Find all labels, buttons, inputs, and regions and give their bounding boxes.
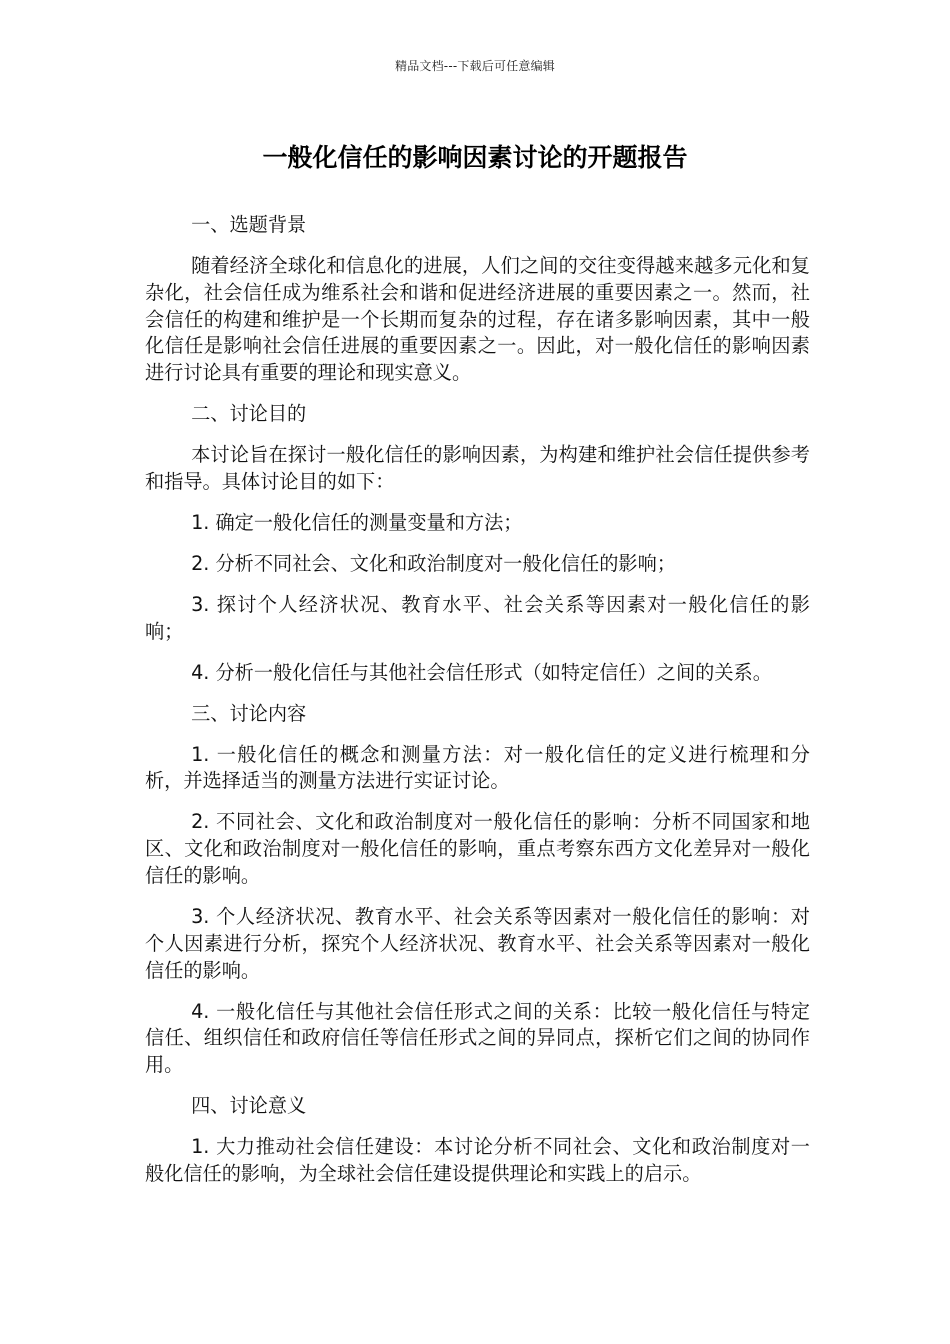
list-item-content-2: 2. 不同社会、文化和政治制度对一般化信任的影响：分析不同国家和地区、文化和政治制度对一般化信任的影响，重点考察东西方文化差异对一般化信任的影响。: [145, 810, 810, 888]
document-body: [145, 212, 810, 1202]
list-item-purpose-1: 1. 确定一般化信任的测量变量和方法；: [191, 510, 523, 534]
list-item-significance-1: 1. 大力推动社会信任建设：本讨论分析不同社会、文化和政治制度对一般化信任的影响，为全球社会信任建设提供理论和实践上的启示。: [145, 1135, 810, 1185]
list-item-purpose-3: 3. 探讨个人经济状况、教育水平、社会关系等因素对一般化信任的影响；: [145, 592, 810, 643]
list-item-content-3: 3. 个人经济状况、教育水平、社会关系等因素对一般化信任的影响：对个人因素进行分析，探究个人经济状况、教育水平、社会关系等因素对一般化信任的影响。: [145, 905, 810, 982]
list-item-purpose-4: 4. 分析一般化信任与其他社会信任形式（如特定信任）之间的关系。: [191, 660, 772, 684]
list-item-purpose-2: 2. 分析不同社会、文化和政治制度对一般化信任的影响；: [191, 551, 676, 575]
header-note: 精品文档---下载后可任意编辑: [395, 59, 555, 73]
list-item-content-1: 1. 一般化信任的概念和测量方法：对一般化信任的定义进行梳理和分析，并选择适当的测量方法进行实证讨论。: [145, 742, 810, 793]
section-heading-purpose: 二、讨论目的: [191, 402, 307, 426]
section-heading-content: 三、讨论内容: [191, 701, 307, 725]
section-heading-significance: 四、讨论意义: [191, 1094, 307, 1118]
section-heading-background: 一、选题背景: [191, 213, 307, 236]
paragraph-background: 随着经济全球化和信息化的进展，人们之间的交往变得越来越多元化和复杂化，社会信任成为维系社会和谐和促进经济进展的重要因素之一。然而，社会信任的构建和维护是一个长期而复杂的过程，存在诸多影响因素，其中一般化信任是影响社会信任进展的重要因素之一。因此，对一般化信任的影响因素进行讨论具有重要的理论和现实意义。: [145, 253, 810, 385]
document-title: 一般化信任的影响因素讨论的开题报告: [262, 143, 688, 172]
list-item-content-4: 4. 一般化信任与其他社会信任形式之间的关系：比较一般化信任与特定信任、组织信任和政府信任等信任形式之间的异同点，探析它们之间的协同作用。: [145, 999, 810, 1077]
paragraph-purpose-intro: 本讨论旨在探讨一般化信任的影响因素，为构建和维护社会信任提供参考和指导。具体讨论目的如下：: [145, 443, 810, 493]
